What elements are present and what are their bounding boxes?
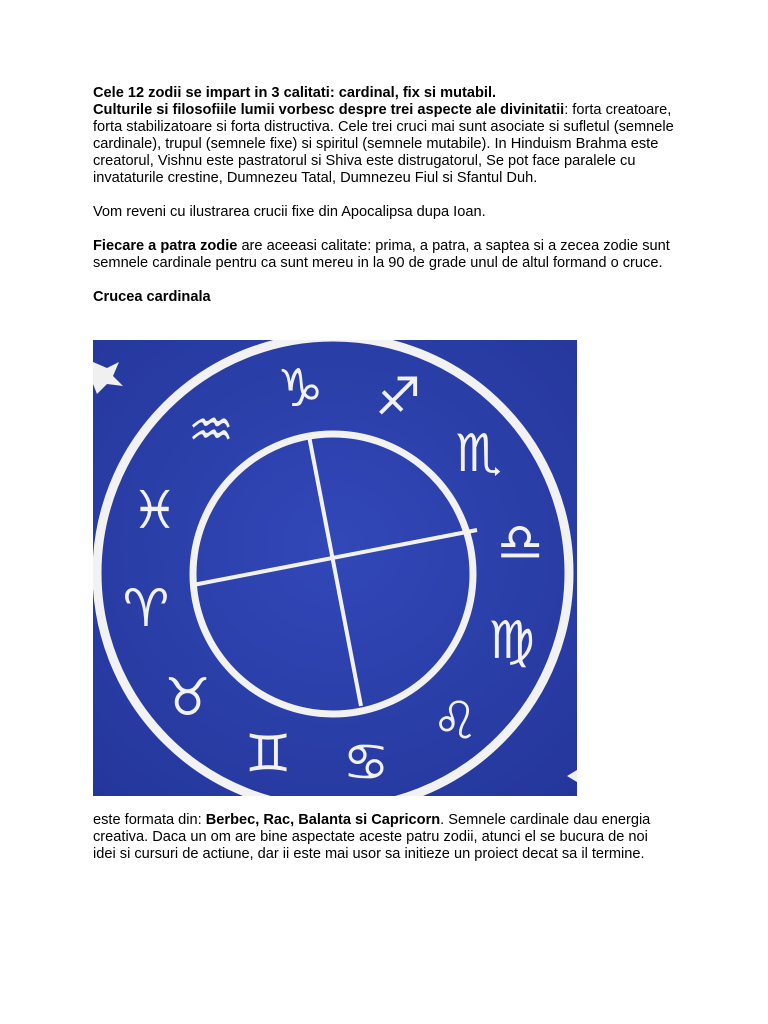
- zodiac-sign-glyph: ♑: [276, 358, 324, 419]
- intro-text: : forta creatoare, forta stabilizatoare si forta distructiva. Cele trei cruci mai sunt asociate si sufletul (semnele cardinale), trupul (semnele fixe) si spiritul (semnele mutabile). In Hinduism Brahma este creatorul, Vishnu este pastratorul si Shiva este distrugatorul, Se pot face paralele cu invataturile crestine, Dumnezeu Tatal, Dumnezeu Fiul si Sfantul Duh.: [93, 102, 674, 186]
- fourth-sign-bold: Fiecare a patra zodie: [93, 238, 238, 254]
- fourth-sign-paragraph: [93, 238, 683, 272]
- intro-bold-phrase: Culturile si filosofiile lumii vorbesc despre trei aspecte ale divinitatii: [93, 102, 565, 118]
- zodiac-sign-glyph: ♐: [374, 367, 422, 428]
- zodiac-sign-glyph: ♎: [496, 513, 544, 573]
- intro-heading: Cele 12 zodii se impart in 3 calitati: cardinal, fix si mutabil.: [93, 85, 497, 101]
- intro-paragraph: [93, 85, 683, 187]
- zodiac-sign-glyph: ♊: [244, 724, 292, 785]
- zodiac-sign-glyph: ♉: [164, 668, 211, 729]
- revisit-paragraph: Vom reveni cu ilustrarea crucii fixe din Apocalipsa dupa Ioan.: [93, 204, 486, 220]
- section-heading: Crucea cardinala: [93, 289, 211, 305]
- zodiac-sign-glyph: ♒: [187, 400, 235, 461]
- fourth-sign-text: are aceeasi calitate: prima, a patra, a saptea si a zecea zodie sunt semnele cardinale pentru ca sunt mereu in la 90 de grade unul de altul formand o cruce.: [93, 238, 670, 271]
- cardinal-signs-list: Berbec, Rac, Balanta si Capricorn: [205, 812, 441, 828]
- zodiac-sign-glyph: ♈: [122, 579, 170, 639]
- zodiac-sign-glyph: ♓: [131, 481, 178, 541]
- document-body: [93, 85, 683, 306]
- zodiac-sign-glyph: ♏: [455, 423, 502, 484]
- zodiac-wheel-image: [93, 340, 577, 796]
- zodiac-sign-glyph: ♍: [488, 611, 535, 671]
- zodiac-sign-glyph: ♌: [431, 691, 479, 752]
- zodiac-sign-glyph: ♋: [342, 733, 390, 794]
- closing-paragraph: este formata din: Berbec, Rac, Balanta si Capricorn. Semnele cardinale dau energia creativa. Daca un om are bine aspectate aceste patru zodii, atunci el se bucura de noi idei si cursuri de actiune, dar ii este mai usor sa initieze un proiect decat sa il termine.: [93, 812, 651, 862]
